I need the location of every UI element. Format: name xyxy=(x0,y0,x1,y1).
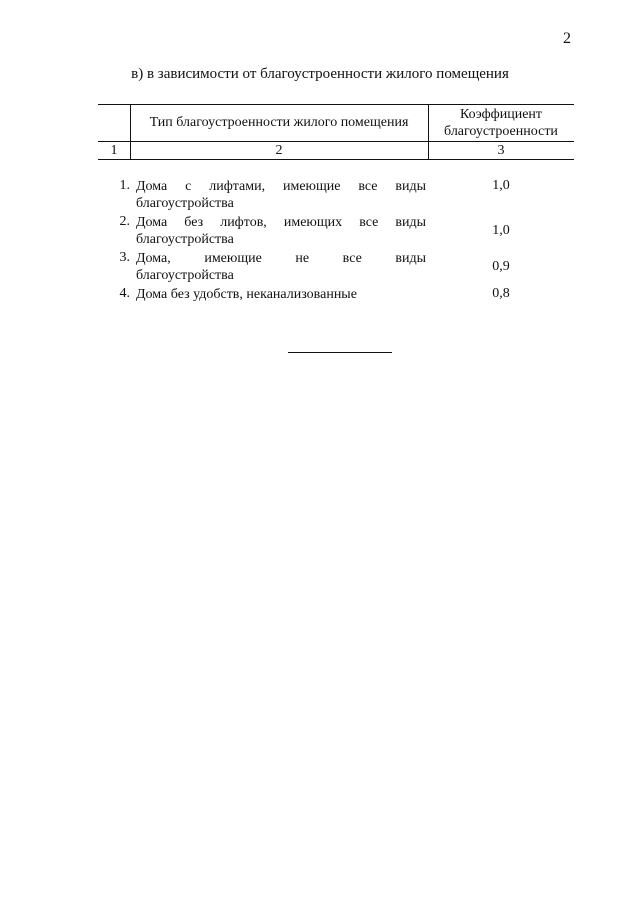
row-description-line2: благоустройства xyxy=(136,232,234,247)
row-description-line1: Дома без лифтов, имеющих все виды xyxy=(136,215,426,230)
row-index: 4. xyxy=(119,286,130,301)
row-description-line1: Дома без удобств, неканализованные xyxy=(136,287,357,302)
header-type-column: Тип благоустроенности жилого помещения xyxy=(149,115,409,130)
table-header-divider xyxy=(98,141,574,142)
table-body xyxy=(98,178,574,306)
row-description xyxy=(136,214,426,248)
row-description xyxy=(136,178,426,212)
row-index: 3. xyxy=(119,250,130,265)
column-number-1: 1 xyxy=(110,143,118,158)
row-description xyxy=(136,250,426,284)
section-heading: в) в зависимости от благоустроенности жилого помещения xyxy=(131,66,509,82)
table-row xyxy=(98,286,574,306)
row-coefficient: 1,0 xyxy=(492,178,510,193)
header-coefficient-line2: благоустроенности xyxy=(444,124,558,139)
column-number-3: 3 xyxy=(497,143,505,158)
row-description-line1: Дома, имеющие не все виды xyxy=(136,251,426,266)
table-top-rule xyxy=(98,104,574,105)
row-index: 1. xyxy=(119,178,130,193)
row-description-line1: Дома с лифтами, имеющие все виды xyxy=(136,179,426,194)
row-coefficient: 0,9 xyxy=(492,259,510,274)
row-index: 2. xyxy=(119,214,130,229)
column-number-2: 2 xyxy=(275,143,283,158)
table-numbers-divider xyxy=(98,159,574,160)
row-coefficient: 1,0 xyxy=(492,223,510,238)
row-description xyxy=(136,286,426,303)
row-description-line2: благоустройства xyxy=(136,268,234,283)
row-coefficient: 0,8 xyxy=(492,286,510,301)
header-coefficient-line1: Коэффициент xyxy=(459,107,543,122)
table-row xyxy=(98,178,574,214)
end-of-document-rule xyxy=(288,352,392,353)
table-header xyxy=(98,104,574,160)
row-description-line2: благоустройства xyxy=(136,196,234,211)
page-number: 2 xyxy=(563,30,571,47)
header-coefficient-column xyxy=(428,106,574,140)
table-row xyxy=(98,250,574,286)
table-row xyxy=(98,214,574,250)
